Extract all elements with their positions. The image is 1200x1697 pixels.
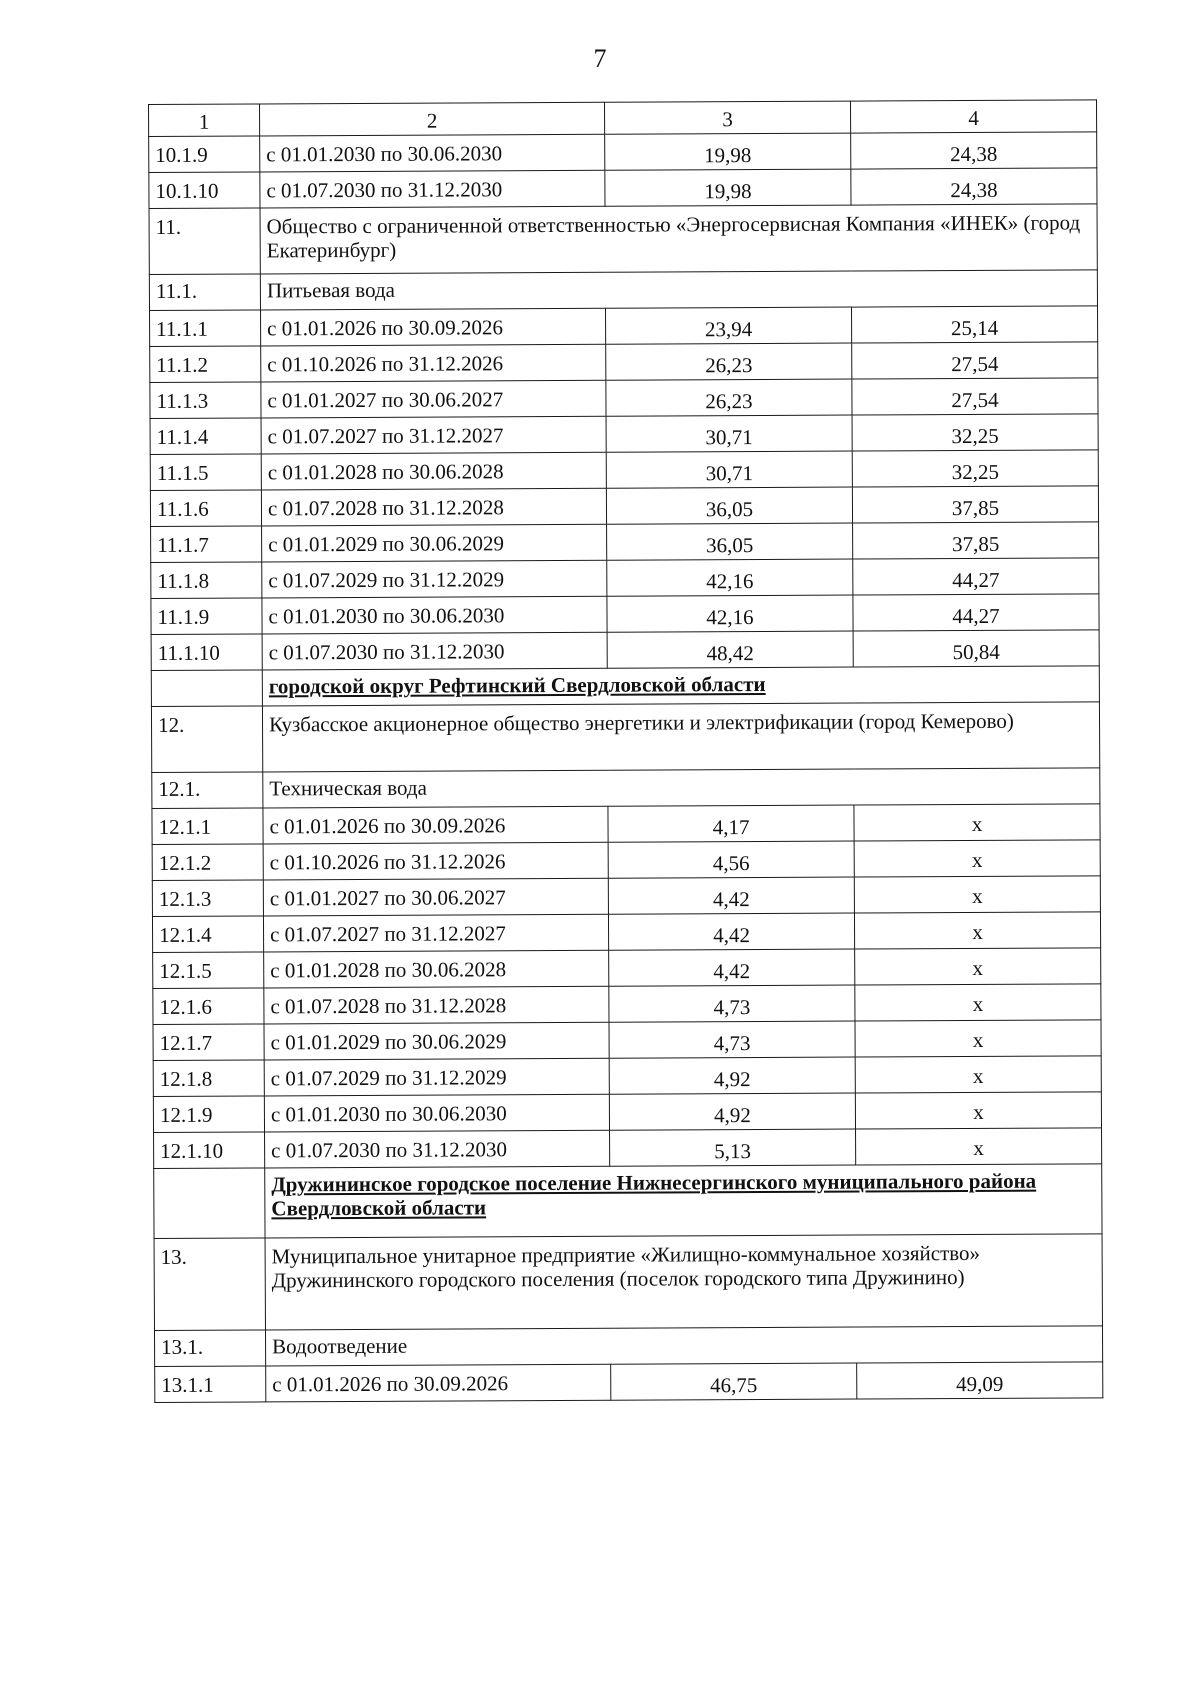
row-value-col3: 5,13	[610, 1129, 856, 1166]
row-value-col4: 37,85	[853, 522, 1099, 559]
table-row	[150, 414, 1098, 455]
row-period: с 01.07.2029 по 31.12.2029	[264, 1058, 609, 1096]
row-value-col3: 4,92	[609, 1057, 855, 1094]
organization-name: Кузбасское акционерное общество энергетики и электрификации (город Кемерово)	[262, 702, 1099, 772]
row-period: с 01.07.2029 по 31.12.2029	[262, 560, 607, 598]
row-value-col4: 27,54	[852, 342, 1098, 379]
row-value-col3: 36,05	[606, 487, 852, 524]
row-number: 11.1.3	[150, 382, 261, 419]
row-number: 11.1.5	[150, 454, 261, 491]
row-number: 11.1.1	[150, 310, 261, 347]
header-cell-4: 4	[850, 100, 1096, 133]
row-value-col4: 50,84	[853, 630, 1099, 667]
row-value-col4: 37,85	[852, 486, 1098, 523]
row-number: 12.1.10	[154, 1132, 265, 1169]
row-number: 12.1.4	[152, 916, 263, 953]
row-number: 12.1.8	[153, 1060, 264, 1097]
row-value-col4: 49,09	[857, 1362, 1103, 1399]
row-period: с 01.01.2026 по 30.09.2026	[263, 806, 608, 844]
row-value-col4: 32,25	[852, 414, 1098, 451]
organization-name: Общество с ограниченной ответственностью «Энергосервисная Компания «ИНЕК» (город Екатеринбург)	[260, 204, 1097, 274]
row-number: 10.1.10	[149, 172, 260, 209]
row-value-col3: 23,94	[606, 307, 852, 344]
table-row	[153, 984, 1101, 1025]
row-number: 12.1.1	[152, 808, 263, 845]
row-value-col4: х	[855, 1092, 1101, 1129]
row-value-col4: х	[854, 804, 1100, 841]
row-number: 11.1.4	[150, 418, 261, 455]
row-period: с 01.01.2028 по 30.06.2028	[264, 950, 609, 988]
row-value-col4: х	[856, 1128, 1102, 1165]
row-value-col3: 19,98	[605, 169, 851, 206]
row-period: с 01.07.2028 по 31.12.2028	[261, 488, 606, 526]
table-row	[150, 342, 1098, 383]
section-heading-row	[154, 1164, 1102, 1239]
row-number: 10.1.9	[149, 136, 260, 173]
row-value-col4: х	[854, 912, 1100, 949]
organization-number: 13.	[154, 1238, 265, 1331]
table-row	[151, 630, 1099, 671]
section-empty-cell	[151, 670, 262, 707]
service-group-number: 11.1.	[149, 274, 260, 311]
table-row	[154, 1128, 1102, 1169]
row-value-col3: 30,71	[606, 451, 852, 488]
row-number: 12.1.7	[153, 1024, 264, 1061]
table-row	[153, 1092, 1101, 1133]
service-group-number: 12.1.	[152, 772, 263, 809]
row-number: 12.1.5	[153, 952, 264, 989]
table-row	[152, 804, 1100, 845]
row-period: с 01.01.2027 по 30.06.2027	[261, 380, 606, 418]
table-row	[150, 378, 1098, 419]
row-period: с 01.01.2027 по 30.06.2027	[263, 878, 608, 916]
service-group-name: Техническая вода	[263, 768, 1100, 808]
row-value-col3: 48,42	[607, 631, 853, 668]
row-period: с 01.07.2028 по 31.12.2028	[264, 986, 609, 1024]
service-group-row	[149, 270, 1097, 311]
organization-name: Муниципальное унитарное предприятие «Жилищно-коммунальное хозяйство» Дружининского городского поселения (поселок городского типа Дружинино)	[265, 1234, 1102, 1330]
row-value-col4: х	[854, 840, 1100, 877]
row-value-col4: 24,38	[851, 168, 1097, 205]
table-row	[150, 486, 1098, 527]
table-row	[155, 1362, 1103, 1403]
row-period: с 01.07.2027 по 31.12.2027	[261, 416, 606, 454]
row-period: с 01.01.2028 по 30.06.2028	[261, 452, 606, 490]
service-group-number: 13.1.	[154, 1330, 265, 1367]
row-period: с 01.07.2030 по 31.12.2030	[262, 632, 607, 670]
service-group-name: Водоотведение	[265, 1326, 1102, 1366]
header-cell-2: 2	[260, 102, 605, 136]
tariff-table-body	[149, 100, 1103, 1403]
page-number: 7	[593, 44, 607, 73]
table-row	[150, 450, 1098, 491]
section-heading-row	[151, 666, 1099, 707]
table-row	[153, 948, 1101, 989]
table-row	[152, 840, 1100, 881]
row-period: с 01.01.2026 по 30.09.2026	[261, 308, 606, 346]
row-period: с 01.10.2026 по 31.12.2026	[261, 344, 606, 382]
table-row	[152, 912, 1100, 953]
row-value-col3: 36,05	[607, 523, 853, 560]
row-value-col4: х	[855, 984, 1101, 1021]
row-value-col3: 42,16	[607, 559, 853, 596]
row-number: 12.1.9	[153, 1096, 264, 1133]
table-row	[152, 876, 1100, 917]
row-number: 11.1.10	[151, 634, 262, 671]
section-empty-cell	[154, 1168, 265, 1239]
organization-row	[149, 204, 1097, 275]
table-header-row	[149, 100, 1097, 137]
row-period: с 01.01.2029 по 30.06.2029	[264, 1022, 609, 1060]
section-heading: Дружининское городское поселение Нижнесергинского муниципального района Свердловской области	[265, 1164, 1102, 1238]
row-number: 12.1.3	[152, 880, 263, 917]
row-value-col4: 44,27	[853, 594, 1099, 631]
organization-row	[151, 702, 1099, 773]
row-value-col4: 25,14	[852, 306, 1098, 343]
row-number: 12.1.6	[153, 988, 264, 1025]
row-number: 11.1.8	[151, 562, 262, 599]
row-number: 11.1.9	[151, 598, 262, 635]
row-period: с 01.01.2030 по 30.06.2030	[262, 596, 607, 634]
row-period: с 01.01.2030 по 30.06.2030	[260, 134, 605, 172]
row-period: с 01.07.2027 по 31.12.2027	[263, 914, 608, 952]
row-value-col3: 4,92	[609, 1093, 855, 1130]
service-group-row	[154, 1326, 1102, 1367]
row-value-col3: 26,23	[606, 343, 852, 380]
row-value-col4: х	[855, 1020, 1101, 1057]
row-value-col3: 4,56	[608, 841, 854, 878]
service-group-row	[152, 768, 1100, 809]
table-row	[151, 522, 1099, 563]
row-value-col4: х	[854, 876, 1100, 913]
row-value-col3: 46,75	[611, 1363, 857, 1400]
row-value-col3: 30,71	[606, 415, 852, 452]
row-period: с 01.10.2026 по 31.12.2026	[263, 842, 608, 880]
row-period: с 01.01.2026 по 30.09.2026	[266, 1364, 611, 1402]
header-cell-1: 1	[149, 104, 260, 137]
table-row	[153, 1020, 1101, 1061]
row-value-col4: 32,25	[852, 450, 1098, 487]
table-row	[153, 1056, 1101, 1097]
table-row	[151, 558, 1099, 599]
organization-row	[154, 1234, 1102, 1331]
row-value-col3: 4,42	[609, 949, 855, 986]
row-value-col4: х	[855, 948, 1101, 985]
row-number: 12.1.2	[152, 844, 263, 881]
table-row	[149, 132, 1097, 173]
service-group-name: Питьевая вода	[260, 270, 1097, 310]
row-value-col3: 42,16	[607, 595, 853, 632]
section-heading: городской округ Рефтинский Свердловской области	[262, 666, 1099, 706]
row-number: 11.1.2	[150, 346, 261, 383]
row-value-col4: х	[855, 1056, 1101, 1093]
organization-number: 12.	[151, 706, 262, 773]
row-value-col3: 19,98	[605, 133, 851, 170]
row-value-col3: 26,23	[606, 379, 852, 416]
row-value-col3: 4,73	[609, 1021, 855, 1058]
tariff-table	[148, 99, 1103, 1403]
row-value-col4: 44,27	[853, 558, 1099, 595]
row-value-col3: 4,73	[609, 985, 855, 1022]
row-period: с 01.07.2030 по 31.12.2030	[265, 1130, 610, 1168]
row-number: 11.1.7	[151, 526, 262, 563]
header-cell-3: 3	[604, 101, 850, 134]
row-value-col4: 27,54	[852, 378, 1098, 415]
row-number: 13.1.1	[155, 1366, 266, 1403]
row-number: 11.1.6	[150, 490, 261, 527]
row-value-col3: 4,17	[608, 805, 854, 842]
row-period: с 01.07.2030 по 31.12.2030	[260, 170, 605, 208]
table-row	[151, 594, 1099, 635]
table-row	[149, 168, 1097, 209]
organization-number: 11.	[149, 208, 260, 275]
row-value-col3: 4,42	[608, 877, 854, 914]
table-row	[150, 306, 1098, 347]
row-period: с 01.01.2030 по 30.06.2030	[264, 1094, 609, 1132]
row-value-col3: 4,42	[608, 913, 854, 950]
row-value-col4: 24,38	[851, 132, 1097, 169]
row-period: с 01.01.2029 по 30.06.2029	[262, 524, 607, 562]
